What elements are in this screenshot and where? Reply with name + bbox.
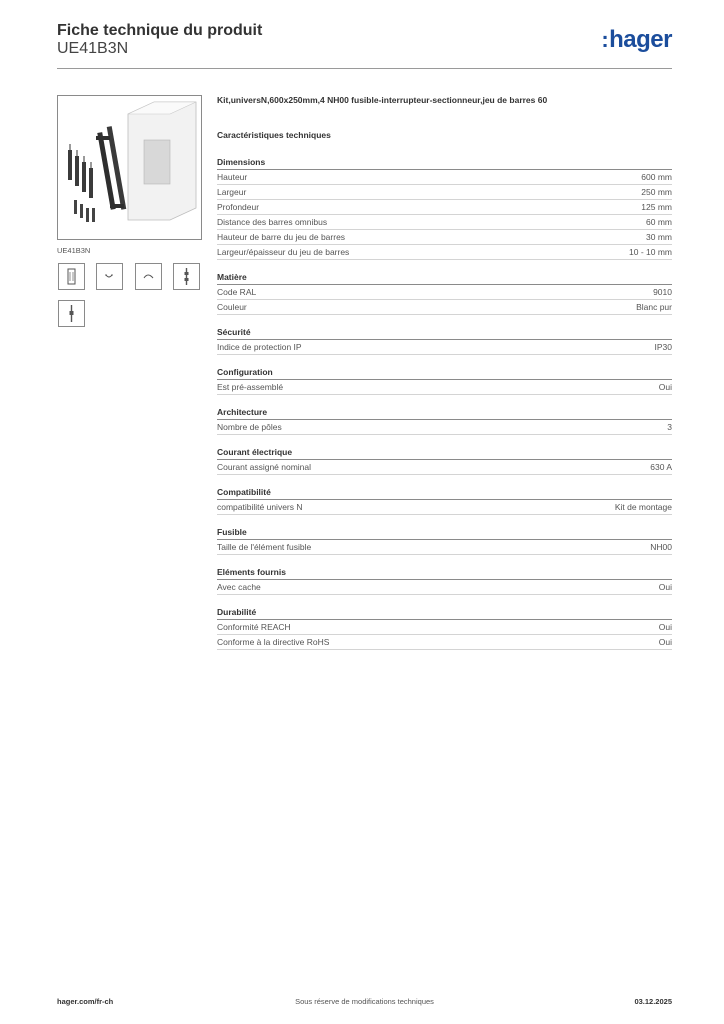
spec-row (217, 215, 672, 230)
thumbnail-profile-icon[interactable] (58, 300, 85, 327)
spec-label: Conforme à la directive RoHS (217, 637, 330, 647)
spec-label: Conformité REACH (217, 622, 291, 632)
spec-value: 125 mm (641, 202, 672, 212)
spec-label: Hauteur de barre du jeu de barres (217, 232, 346, 242)
spec-value: 60 mm (646, 217, 672, 227)
spec-value: 630 A (650, 462, 672, 472)
spec-label: Est pré-assemblé (217, 382, 284, 392)
thumbnail-bracket-icon[interactable] (135, 263, 162, 290)
spec-label: Taille de l'élément fusible (217, 542, 312, 552)
spec-group (217, 566, 672, 595)
product-image[interactable] (57, 95, 202, 240)
spec-label: Hauteur (217, 172, 248, 182)
spec-label: Code RAL (217, 287, 257, 297)
spec-value: 30 mm (646, 232, 672, 242)
spec-groups (217, 156, 672, 650)
spec-label: Largeur/épaisseur du jeu de barres (217, 247, 350, 257)
spec-row (217, 200, 672, 215)
product-kit-illustration (58, 96, 201, 239)
spec-value: Oui (658, 382, 672, 392)
spec-value: NH00 (650, 542, 672, 552)
spec-group-title: Fusible (217, 526, 672, 540)
spec-row (217, 420, 672, 435)
spec-row (217, 300, 672, 315)
image-caption: UE41B3N (57, 246, 91, 255)
spec-row (217, 340, 672, 355)
spec-row (217, 500, 672, 515)
footer-website-link[interactable]: hager.com/fr-ch (57, 997, 114, 1006)
logo-colon-icon: : (601, 27, 609, 52)
spec-row (217, 245, 672, 260)
spec-value: Oui (658, 637, 672, 647)
spec-row (217, 460, 672, 475)
spec-group-title: Compatibilité (217, 486, 672, 500)
spec-value: Blanc pur (636, 302, 672, 312)
product-reference: UE41B3N (57, 40, 129, 57)
spec-label: Profondeur (217, 202, 260, 212)
spec-group (217, 446, 672, 475)
spec-value: 600 mm (641, 172, 672, 182)
footer-date: 03.12.2025 (634, 997, 672, 1006)
footer-notice: Sous réserve de modifications techniques (295, 997, 434, 1006)
spec-label: Avec cache (217, 582, 261, 592)
spec-value: Kit de montage (614, 502, 672, 512)
header-divider (57, 68, 672, 69)
spec-row (217, 230, 672, 245)
thumbnail-front-icon[interactable] (58, 263, 85, 290)
spec-row (217, 380, 672, 395)
spec-label: compatibilité univers N (217, 502, 303, 512)
spec-group-title: Courant électrique (217, 446, 672, 460)
spec-group-title: Matière (217, 271, 672, 285)
specs-heading: Caractéristiques techniques (217, 130, 331, 140)
spec-group (217, 606, 672, 650)
spec-group (217, 366, 672, 395)
page-header (57, 20, 672, 70)
spec-group-title: Configuration (217, 366, 672, 380)
spec-label: Couleur (217, 302, 247, 312)
spec-group (217, 326, 672, 355)
spec-row (217, 580, 672, 595)
logo-text: hager (609, 26, 672, 53)
spec-value: 3 (667, 422, 672, 432)
spec-group (217, 526, 672, 555)
image-column (57, 95, 202, 255)
spec-label: Nombre de pôles (217, 422, 282, 432)
spec-row (217, 170, 672, 185)
thumbnail-detail-icon[interactable] (96, 263, 123, 290)
spec-group (217, 156, 672, 260)
spec-row (217, 635, 672, 650)
spec-value: Oui (658, 582, 672, 592)
spec-label: Courant assigné nominal (217, 462, 312, 472)
spec-row (217, 540, 672, 555)
spec-value: Oui (658, 622, 672, 632)
page-title: Fiche technique du produit (57, 22, 263, 39)
spec-row (217, 185, 672, 200)
spec-value: 250 mm (641, 187, 672, 197)
hager-logo[interactable] (601, 26, 672, 54)
spec-row (217, 620, 672, 635)
thumbnail-side-icon[interactable] (173, 263, 200, 290)
spec-group (217, 406, 672, 435)
spec-value: 9010 (653, 287, 672, 297)
spec-label: Largeur (217, 187, 247, 197)
spec-group (217, 486, 672, 515)
spec-group (217, 271, 672, 315)
spec-value: IP30 (654, 342, 672, 352)
spec-group-title: Durabilité (217, 606, 672, 620)
spec-row (217, 285, 672, 300)
spec-group-title: Architecture (217, 406, 672, 420)
product-description: Kit,universN,600x250mm,4 NH00 fusible-interrupteur-sectionneur,jeu de barres 60 (217, 95, 548, 105)
spec-group-title: Sécurité (217, 326, 672, 340)
spec-group-title: Eléments fournis (217, 566, 672, 580)
spec-value: 10 - 10 mm (629, 247, 672, 257)
spec-column (217, 95, 672, 661)
spec-group-title: Dimensions (217, 156, 672, 170)
spec-label: Indice de protection IP (217, 342, 302, 352)
spec-label: Distance des barres omnibus (217, 217, 328, 227)
